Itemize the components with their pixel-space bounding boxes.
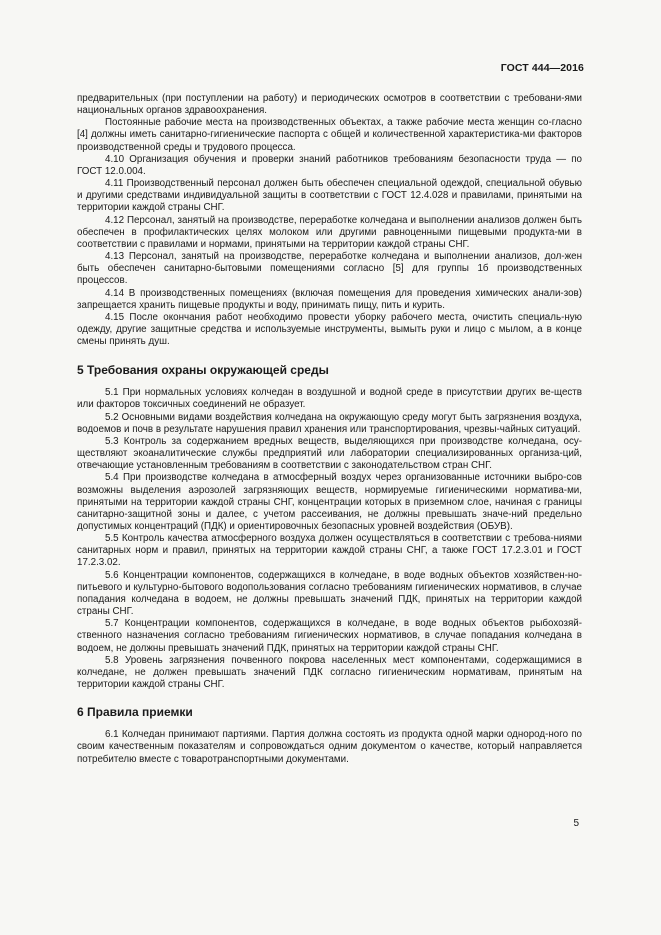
paragraph-6-1: 6.1 Колчедан принимают партиями. Партия должна состоять из продукта одной марки однород-ного по своим качественным показателям и сопровождаться одним документом о качестве, который направляется потребителю вместе с товаротранспортными документами.: [77, 729, 582, 765]
paragraph-5-1: 5.1 При нормальных условиях колчедан в воздушной и водной среде в присутствии других ве-ществ или факторов токсичных соединений не образует.: [77, 387, 582, 411]
paragraph-5-3: 5.3 Контроль за содержанием вредных веществ, выделяющихся при производстве колчедана, осу-ществляют экоаналитические службы предприятий или лаборатории специализированных организа-ций, отвечающие установленным требованиям в соответствии с законодательством стран СНГ.: [77, 435, 582, 472]
page-body: [77, 93, 582, 766]
paragraph-intro-continuation: предварительных (при поступлении на работу) и периодических осмотров в соответствии с требовани-ями национальных органов здравоохранения.: [77, 93, 582, 117]
paragraph-4-10: 4.10 Организация обучения и проверки знаний работников требованиям безопасности труда — по ГОСТ 12.0.004.: [77, 153, 582, 177]
paragraph-4-13: 4.13 Персонал, занятый на производстве, переработке колчедана и выполнении анализов, дол-жен быть обеспечен санитарно-бытовыми помещениями согласно [5] для группы 1б производственных процессов.: [77, 251, 582, 287]
paragraph-5-8: 5.8 Уровень загрязнения почвенного покрова населенных мест компонентами, содержащимися в колчедане, не должен превышать значений ПДК согласно гигиеническим нормативам, принятым на территории каждой страны СНГ.: [77, 654, 582, 691]
standard-header: ГОСТ 444—2016: [500, 62, 584, 74]
section-5-heading: 5 Требования охраны окружающей среды: [77, 363, 329, 378]
paragraph-5-6: 5.6 Концентрации компонентов, содержащихся в колчедане, в воде водных объектов хозяйствен-но-питьевого и культурно-бытового водопользования согласно требованиям гигиенических нормативов, в случае попадания колчедана в водоем, не должны превышать значений ПДК, принятых на территории каждой страны СНГ.: [77, 569, 582, 618]
paragraph-4-12: 4.12 Персонал, занятый на производстве, переработке колчедана и выполнении анализов должен быть обеспечен в профилактических целях молоком или другими равноценными пищевыми продукта-ми в соответствии с правилами и нормами, принятыми на территории каждой страны СНГ.: [77, 214, 582, 250]
paragraph: Постоянные рабочие места на производственных объектах, а также рабочие места женщин со-гласно [4] должны иметь санитарно-гигиенические паспорта с общей и количественной характеристика-ми факторов производственной среды и трудового процесса.: [77, 117, 582, 153]
paragraph-4-11: 4.11 Производственный персонал должен быть обеспечен специальной одеждой, специальной обувью и другими средствами индивидуальной защиты в соответствии с ГОСТ 12.4.028 и правилами, принятыми на территории каждой страны СНГ.: [77, 178, 582, 214]
paragraph-5-4: 5.4 При производстве колчедана в атмосферный воздух через организованные источники выбро-сов возможны выделения аэрозолей загрязняющих веществ, нормируемые гигиеническими нормативa-ми, принятыми на территории каждой страны СНГ, концентрации которых в приземном слое, начиная с границы санитарно-защитной зоны и далее, с учетом рассеивания, не должны превышать значе-ний предельно допустимых концентраций (ПДК) и ориентировочных безопасных уровней воздействия (ОБУВ).: [77, 472, 582, 532]
page-number: 5: [573, 818, 579, 829]
paragraph-4-14: 4.14 В производственных помещениях (включая помещения для проведения химических анали-зов) запрещается хранить пищевые продукты и воду, принимать пищу, пить и курить.: [77, 287, 582, 311]
section-6-heading: 6 Правила приемки: [77, 705, 193, 720]
paragraph-5-7: 5.7 Концентрации компонентов, содержащихся в колчедане, в воде водных объектов рыбохозяй-ственного назначения согласно требованиям гигиенических нормативов, в случае попадания колчедана в водоем, не должны превышать значений ПДК, принятых на территории каждой страны СНГ.: [77, 618, 582, 654]
paragraph-5-2: 5.2 Основными видами воздействия колчедана на окружающую среду могут быть загрязнения воздуха, водоемов и почв в результате нарушения правил хранения или транспортирования, чрезвы-чайных ситуаций.: [77, 411, 582, 435]
paragraph-4-15: 4.15 После окончания работ необходимо провести уборку рабочего места, очистить специаль-ную одежду, другие защитные средства и используемые инструменты, вымыть руки и лицо с мылом, а в конце смены принять душ.: [77, 311, 582, 348]
paragraph-5-5: 5.5 Контроль качества атмосферного воздуха должен осуществляться в соответствии с требова-ниями санитарных норм и правил, принятых на территории каждой страны СНГ, а также ГОСТ 17.2.3.01 и ГОСТ 17.2.3.02.: [77, 533, 582, 569]
